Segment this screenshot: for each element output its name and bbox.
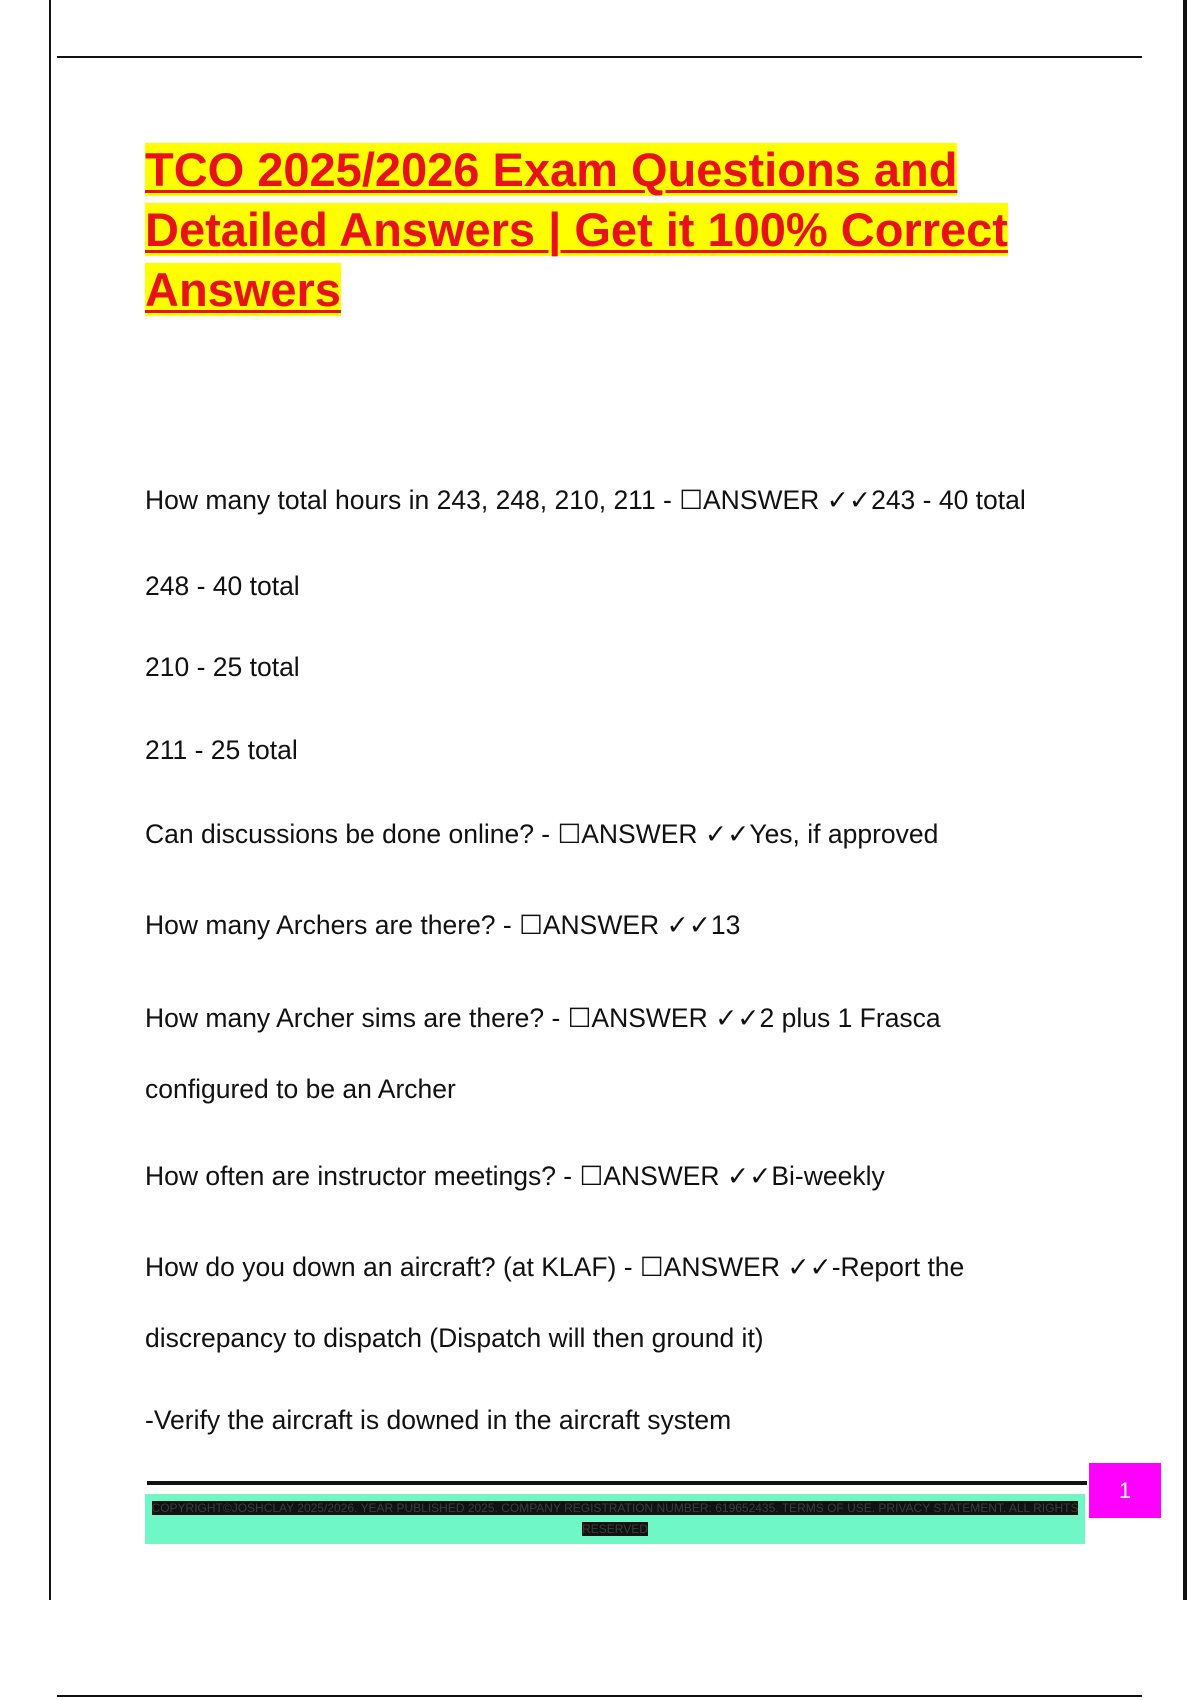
qa-line: How many total hours in 243, 248, 210, 211 - ☐ANSWER ✓✓243 - 40 total bbox=[145, 485, 1026, 515]
qa-line: How do you down an aircraft? (at KLAF) - ☐ANSWER ✓✓-Report the bbox=[145, 1252, 965, 1282]
header-rule bbox=[57, 56, 1142, 58]
footer-copyright-text: COPYRIGHT©JOSHCLAY 2025/2026. YEAR PUBLISHED 2025. COMPANY REGISTRATION NUMBER: 619652435. TERMS OF USE. PRIVACY STATEMENT. ALL RIGHTS RESERVED bbox=[151, 1501, 1079, 1536]
qa-line: How often are instructor meetings? - ☐ANSWER ✓✓Bi-weekly bbox=[145, 1161, 885, 1191]
qa-line: configured to be an Archer bbox=[145, 1074, 456, 1104]
qa-line: 248 - 40 total bbox=[145, 571, 300, 601]
footer-rule bbox=[147, 1481, 1087, 1485]
footer-copyright-band bbox=[145, 1494, 1085, 1544]
qa-line: 211 - 25 total bbox=[145, 735, 298, 765]
qa-line: How many Archers are there? - ☐ANSWER ✓✓13 bbox=[145, 910, 741, 940]
qa-line: How many Archer sims are there? - ☐ANSWER ✓✓2 plus 1 Frasca bbox=[145, 1003, 941, 1033]
document-title bbox=[145, 140, 1085, 320]
qa-line: Can discussions be done online? - ☐ANSWER ✓✓Yes, if approved bbox=[145, 819, 939, 849]
qa-line: discrepancy to dispatch (Dispatch will then ground it) bbox=[145, 1323, 764, 1353]
document-title-text: TCO 2025/2026 Exam Questions and Detailed Answers | Get it 100% Correct Answers bbox=[145, 143, 1008, 316]
page-border-right bbox=[1183, 0, 1187, 1600]
page-number-badge: 1 bbox=[1089, 1463, 1161, 1518]
qa-line: 210 - 25 total bbox=[145, 652, 300, 682]
next-page-rule bbox=[57, 1695, 1142, 1697]
page-border-left bbox=[49, 0, 51, 1600]
qa-line: -Verify the aircraft is downed in the aircraft system bbox=[145, 1405, 732, 1435]
